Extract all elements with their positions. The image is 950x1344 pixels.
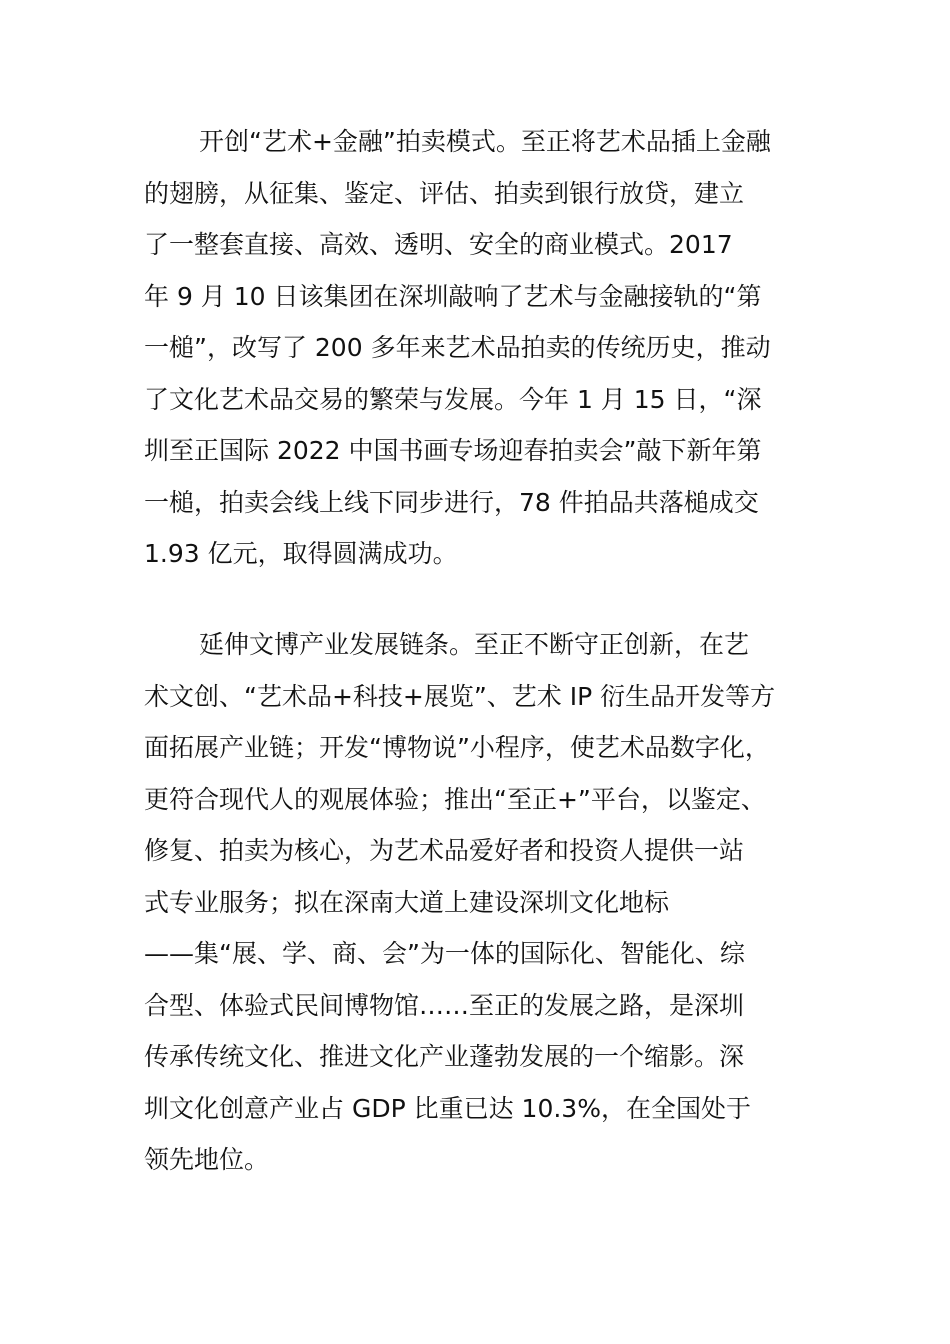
paragraph-art-finance-auction [144, 116, 844, 580]
paragraph-line: 的翅膀，从征集、鉴定、评估、拍卖到银行放贷，建立 [144, 178, 745, 208]
paragraph-line: 更符合现代人的观展体验；推出“至正+”平台，以鉴定、 [144, 784, 766, 814]
paragraph-line: 一槌，拍卖会线上线下同步进行，78 件拍品共落槌成交 [144, 487, 759, 517]
paragraph-line: 圳至正国际 2022 中国书画专场迎春拍卖会”敲下新年第 [144, 436, 762, 465]
paragraph-line: 领先地位。 [144, 1145, 270, 1174]
paragraph-line: ——集“展、学、商、会”为一体的国际化、智能化、综 [144, 939, 745, 968]
paragraph-line: 了文化艺术品交易的繁荣与发展。今年 1 月 15 日，“深 [144, 384, 762, 414]
paragraph-line: 式专业服务；拟在深南大道上建设深圳文化地标 [144, 887, 670, 917]
paragraph-line: 传承传统文化、推进文化产业蓬勃发展的一个缩影。深 [144, 1042, 745, 1071]
paragraph-industry-chain [144, 619, 844, 1186]
paragraph-line: 开创“艺术+金融”拍卖模式。至正将艺术品插上金融 [199, 127, 771, 156]
paragraph-line: 面拓展产业链；开发“博物说”小程序，使艺术品数字化， [144, 733, 770, 762]
paragraph-line: 术文创、“艺术品+科技+展览”、艺术 IP 衍生品开发等方 [144, 681, 776, 711]
paragraph-line: 1.93 亿元，取得圆满成功。 [144, 539, 458, 568]
paragraph-line: 修复、拍卖为核心，为艺术品爱好者和投资人提供一站 [144, 836, 745, 865]
paragraph-line: 一槌”，改写了 200 多年来艺术品拍卖的传统历史，推动 [144, 333, 771, 362]
paragraph-line: 合型、体验式民间博物馆……至正的发展之路，是深圳 [144, 990, 745, 1020]
paragraph-line: 年 9 月 10 日该集团在深圳敲响了艺术与金融接轨的“第 [144, 281, 762, 311]
paragraph-line: 延伸文博产业发展链条。至正不断守正创新，在艺 [199, 630, 750, 659]
paragraph-line: 圳文化创意产业占 GDP 比重已达 10.3%，在全国处于 [144, 1093, 751, 1123]
paragraph-line: 了一整套直接、高效、透明、安全的商业模式。2017 [144, 230, 733, 259]
